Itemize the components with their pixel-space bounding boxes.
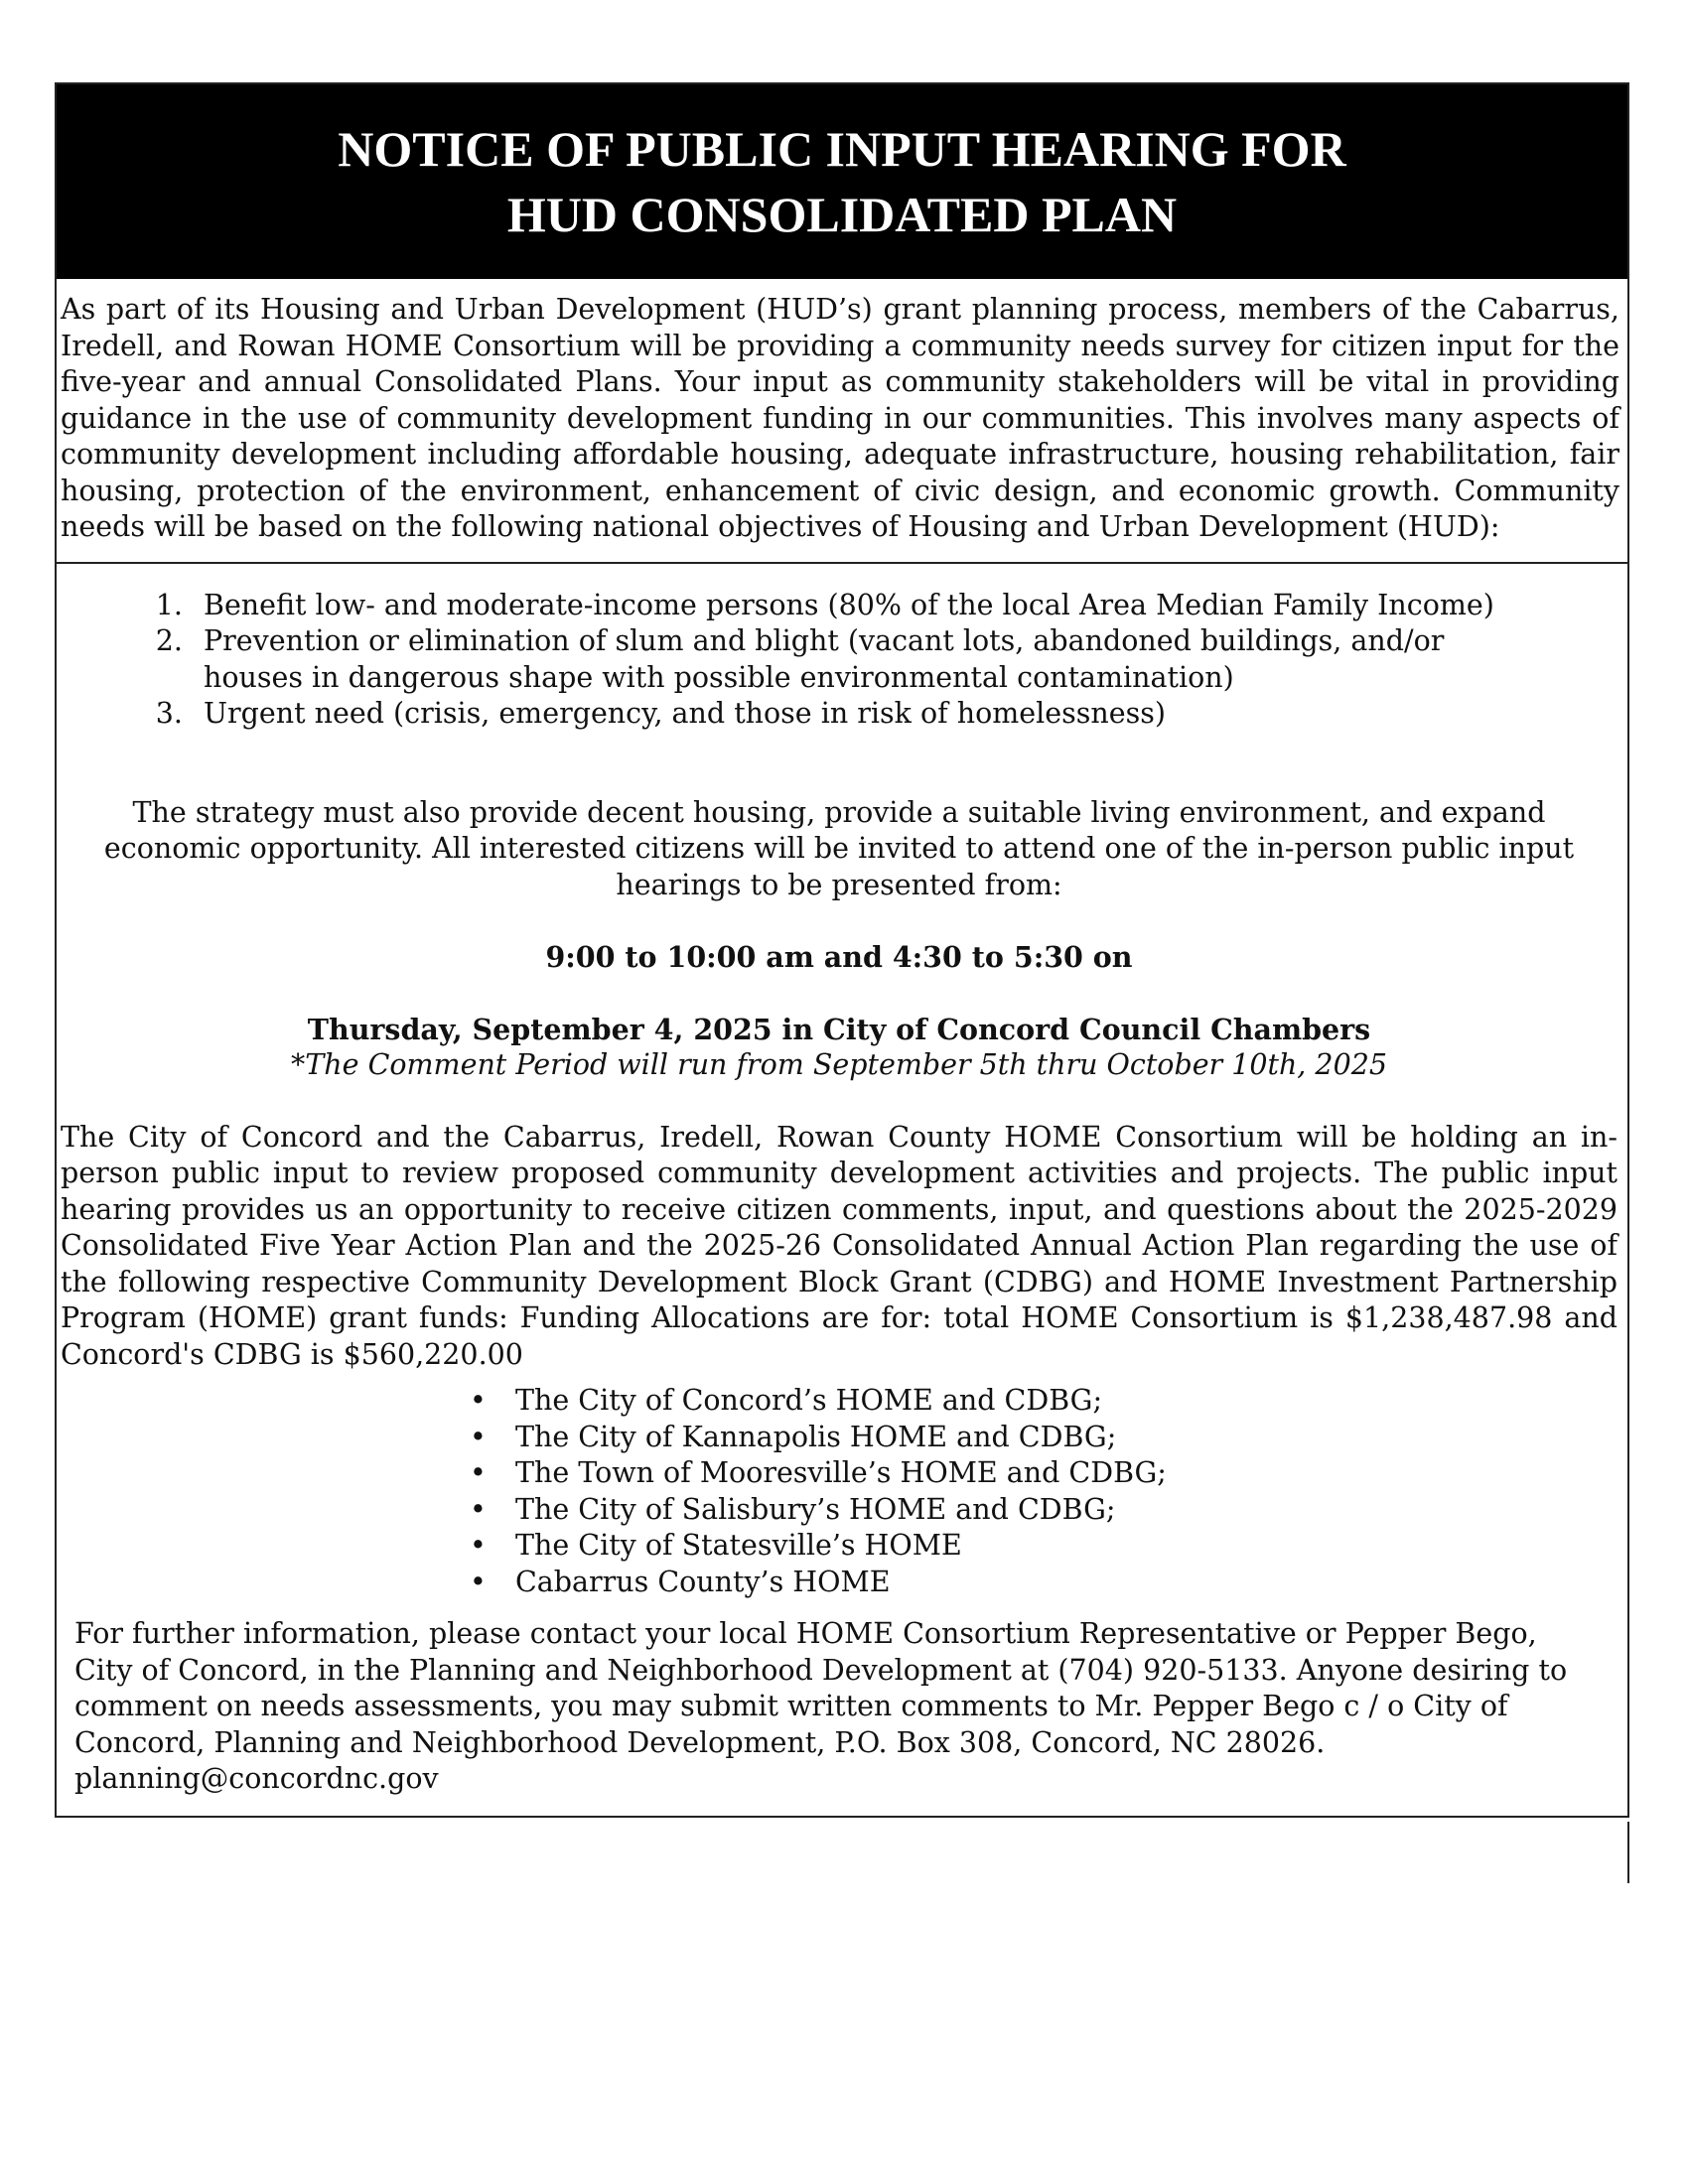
recipient-item	[468, 1420, 1618, 1456]
consortium-paragraph: The City of Concord and the Cabarrus, Iredell, Rowan County HOME Consortium will be holding an in-person public input to review proposed community development activities and projects. The public input hearing provides us an opportunity to receive citizen comments, input, and questions about the 2025-2029 Consolidated Five Year Action Plan and the 2025-26 Consolidated Annual Action Plan regarding the use of the following respective Community Development Block Grant (CDBG) and HOME Investment Partnership Program (HOME) grant funds: Funding Allocations are for: total HOME Consortium is $1,238,487.98 and Concord's CDBG is $560,220.00	[61, 1120, 1618, 1371]
title-line-2: HUD CONSOLIDATED PLAN	[506, 187, 1178, 242]
strategy-paragraph: The strategy must also provide decent housing, provide a suitable living environment, and expand economic opportunity. All interested citizens will be invited to attend one of the in-person public input hearings to be presented from:	[103, 795, 1575, 901]
objective-item: 2. Prevention or elimination of slum and blight (vacant lots, abandoned buildings, and/or houses in dangerous shape with possible environmental contamination)	[192, 623, 1508, 696]
recipient-item	[468, 1492, 1618, 1529]
recipient-item	[468, 1565, 1618, 1601]
recipient-label: The City of Statesville’s HOME	[515, 1529, 962, 1562]
bullet-icon: •	[470, 1492, 487, 1526]
grant-recipients-list	[61, 1383, 1618, 1600]
national-objectives-list	[61, 588, 1618, 733]
intro-paragraph: As part of its Housing and Urban Development (HUD’s) grant planning process, members of the Cabarrus, Iredell, and Rowan HOME Consortium will be providing a community needs survey for citizen input for the five-year and annual Consolidated Plans. Your input as community stakeholders will be vital in providing guidance in the use of community development funding in our communities. This involves many aspects of community development including affordable housing, adequate infrastructure, housing rehabilitation, fair housing, protection of the environment, enhancement of civic design, and economic growth. Community needs will be based on the following national objectives of Housing and Urban Development (HUD):	[57, 279, 1627, 564]
recipient-label: The City of Concord’s HOME and CDBG;	[515, 1384, 1103, 1417]
title-banner	[57, 84, 1627, 279]
recipient-label: The City of Salisbury’s HOME and CDBG;	[515, 1492, 1116, 1526]
recipient-label: The Town of Mooresville’s HOME and CDBG;	[515, 1456, 1167, 1489]
notice-body	[57, 564, 1627, 1816]
bullet-icon: •	[470, 1529, 487, 1562]
recipient-label: The City of Kannapolis HOME and CDBG;	[515, 1420, 1117, 1453]
comment-period: *The Comment Period will run from September 5th thru October 10th, 2025	[291, 1048, 1387, 1081]
recipient-item	[468, 1455, 1618, 1492]
objective-item: 1. Benefit low- and moderate-income persons (80% of the local Area Median Family Income)	[192, 588, 1508, 624]
bullet-icon: •	[470, 1420, 487, 1453]
border-stub-divider	[1627, 1822, 1629, 1883]
recipient-item	[468, 1383, 1618, 1420]
bullet-icon: •	[470, 1456, 487, 1489]
bullet-icon: •	[470, 1565, 487, 1598]
title-line-1: NOTICE OF PUBLIC INPUT HEARING FOR	[338, 121, 1346, 177]
hearing-times: 9:00 to 10:00 am and 4:30 to 5:30 on	[545, 940, 1133, 974]
notice-frame	[55, 82, 1629, 1818]
hearing-date-location: Thursday, September 4, 2025 in City of Concord Council Chambers	[307, 1012, 1371, 1046]
recipient-label: Cabarrus County’s HOME	[515, 1565, 891, 1598]
objective-item: 3. Urgent need (crisis, emergency, and those in risk of homelessness)	[192, 696, 1508, 733]
contact-paragraph: For further information, please contact your local HOME Consortium Representative or Pepper Bego, City of Concord, in the Planning and Neighborhood Development at (704) 920-5133. Anyone desiring to comment on needs assessments, you may submit written comments to Mr. Pepper Bego c / o City of Concord, Planning and Neighborhood Development, P.O. Box 308, Concord, NC 28026. planning@concordnc.gov	[74, 1617, 1568, 1795]
recipient-item	[468, 1528, 1618, 1565]
bullet-icon: •	[470, 1384, 487, 1417]
